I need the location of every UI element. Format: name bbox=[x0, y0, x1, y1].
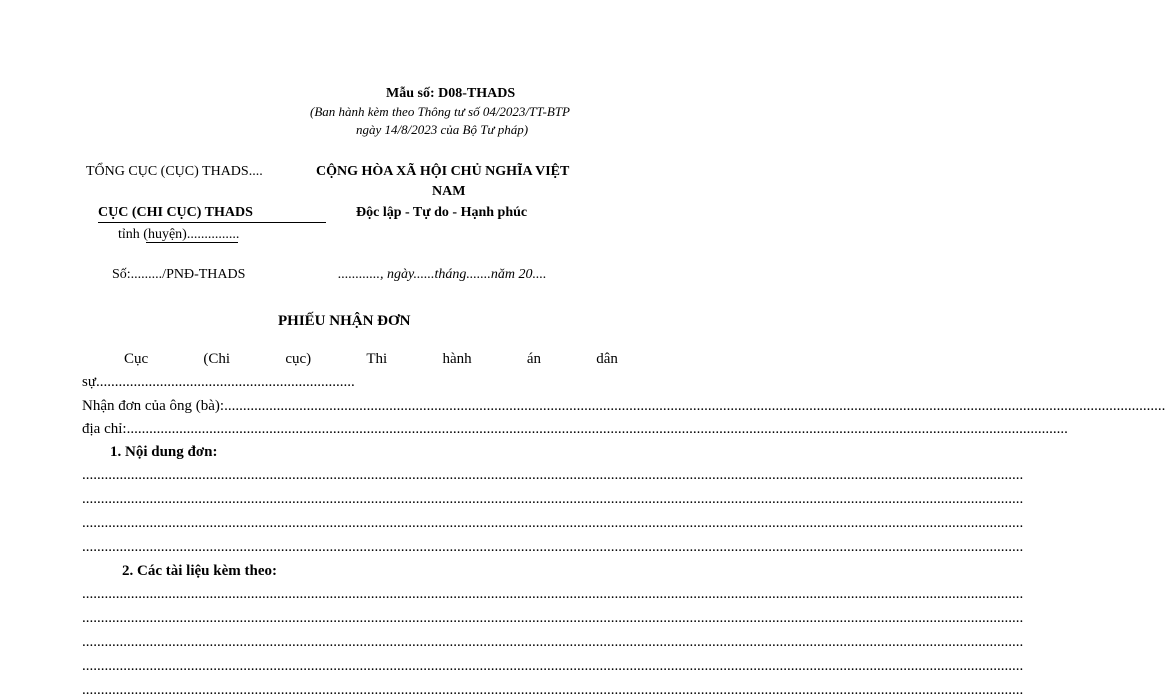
address-line bbox=[82, 421, 1068, 438]
agency-word: Thi bbox=[366, 351, 388, 367]
document-title: PHIẾU NHẬN ĐƠN bbox=[278, 313, 411, 329]
agency-name: CỤC (CHI CỤC) THADS bbox=[98, 205, 253, 220]
agency-line bbox=[124, 351, 618, 368]
section-content-heading: 1. Nội dung đơn: bbox=[110, 444, 218, 460]
agency-province: tỉnh (huyện)............... bbox=[118, 227, 240, 242]
content-dotted-line: ........................................................................................................................................................................................................................................................... bbox=[82, 491, 1024, 507]
receiver-label: Nhận đơn của ông (bà): bbox=[82, 398, 225, 414]
content-dotted-line: ........................................................................................................................................................................................................................................................... bbox=[82, 515, 1024, 531]
content-dotted-line: ........................................................................................................................................................................................................................................................... bbox=[82, 467, 1024, 483]
agency-word: cục) bbox=[285, 351, 312, 367]
attachments-dotted-line: ........................................................................................................................................................................................................................................................... bbox=[82, 682, 1024, 698]
nation-title-line1: CỘNG HÒA XÃ HỘI CHỦ NGHĨA VIỆT bbox=[316, 164, 570, 179]
agency-underline bbox=[98, 222, 326, 223]
province-underline bbox=[146, 242, 238, 243]
form-issued-line2: ngày 14/8/2023 của Bộ Tư pháp) bbox=[356, 122, 529, 137]
agency-word: hành bbox=[442, 351, 472, 367]
address-label: địa chỉ: bbox=[82, 421, 127, 437]
form-code: Mẫu số: D08-THADS bbox=[386, 86, 516, 101]
attachments-dotted-line: ........................................................................................................................................................................................................................................................... bbox=[82, 610, 1024, 626]
agency-word: dân bbox=[596, 351, 618, 367]
attachments-dotted-line: ........................................................................................................................................................................................................................................................... bbox=[82, 634, 1024, 650]
agency-line-continuation: sự..................................................................... bbox=[82, 374, 355, 390]
nation-title-line2: NAM bbox=[432, 184, 466, 199]
agency-word: Cục bbox=[124, 351, 149, 367]
receiver-fill: ........................................................................................................................................................................................................................................................... bbox=[224, 398, 1165, 414]
address-fill: ........................................................................................................................................................................................................................................................... bbox=[126, 421, 1068, 437]
content-dotted-line: ........................................................................................................................................................................................................................................................... bbox=[82, 539, 1024, 555]
agency-word: án bbox=[526, 351, 542, 367]
nation-motto: Độc lập - Tự do - Hạnh phúc bbox=[356, 205, 528, 220]
parent-agency: TỔNG CỤC (CỤC) THADS.... bbox=[86, 164, 263, 179]
attachments-dotted-line: ........................................................................................................................................................................................................................................................... bbox=[82, 586, 1024, 602]
receiver-line bbox=[82, 398, 1165, 415]
form-issued-line1: (Ban hành kèm theo Thông tư số 04/2023/TT-BTP bbox=[310, 104, 570, 119]
section-attachments-heading: 2. Các tài liệu kèm theo: bbox=[122, 563, 277, 579]
document-number: Số:........./PNĐ-THADS bbox=[112, 267, 246, 282]
attachments-dotted-line: ........................................................................................................................................................................................................................................................... bbox=[82, 658, 1024, 674]
date-line: ............, ngày......tháng.......năm 20.... bbox=[338, 267, 547, 282]
agency-word: (Chi bbox=[203, 351, 231, 367]
